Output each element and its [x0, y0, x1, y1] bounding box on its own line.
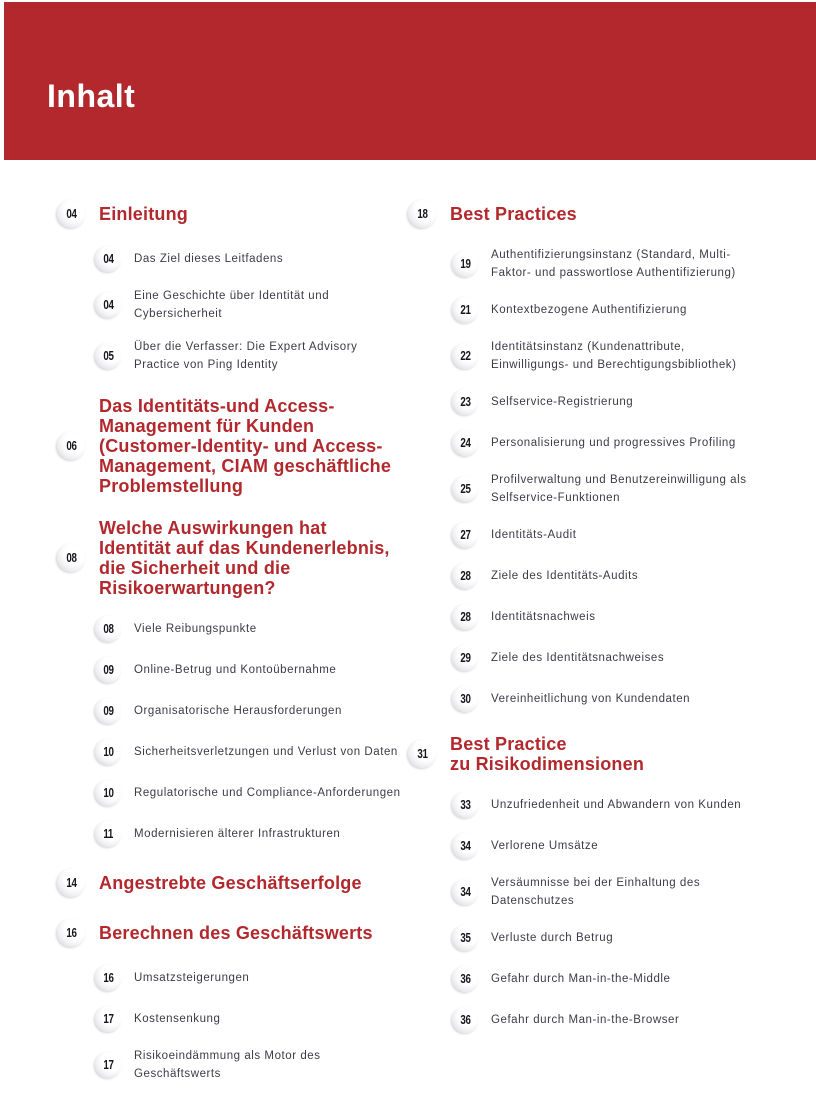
toc-sub-entry[interactable] [57, 338, 417, 374]
toc-sub-entry[interactable] [408, 389, 810, 415]
page-number-badge [452, 1007, 478, 1033]
toc-entry-label: Angestrebte Geschäftserfolge [99, 873, 362, 893]
toc-sub-entry[interactable] [408, 604, 810, 630]
toc-entry-label: Best Practice zu Risikodimensionen [450, 734, 645, 774]
page-number: 11 [103, 827, 113, 841]
toc-entry-label: Sicherheitsverletzungen und Verlust von Daten [134, 746, 398, 758]
page-number: 36 [459, 972, 471, 986]
page-number: 30 [459, 692, 471, 706]
page-number: 18 [416, 207, 428, 221]
page-number-badge [452, 966, 478, 992]
page-number-badge [95, 1006, 121, 1032]
toc-entry-label: Online-Betrug und Kontoübernahme [134, 664, 337, 676]
toc-sub-entry[interactable] [408, 563, 810, 589]
toc-entry-label: Personalisierung und progressives Profiling [491, 437, 736, 449]
page-number-badge [57, 432, 85, 460]
toc-entry-label: Welche Auswirkungen hat Identität auf das Kundenerlebnis, die Sicherheit und die Risikoerwartungen? [99, 518, 390, 598]
toc-sub-entry[interactable] [408, 522, 810, 548]
page-number-badge [95, 292, 121, 318]
page-number: 28 [459, 569, 471, 583]
page-number: 33 [459, 798, 471, 812]
page-number-badge [95, 739, 121, 765]
toc-entry-label: Modernisieren älterer Infrastrukturen [134, 828, 341, 840]
page-number: 31 [416, 747, 428, 761]
toc-sub-entry[interactable] [408, 246, 810, 282]
toc-sub-entry[interactable] [57, 246, 417, 272]
toc-entry-label: Gefahr durch Man-in-the-Middle [491, 973, 671, 985]
toc-entry-label: Best Practices [450, 204, 577, 224]
toc-section-entry[interactable] [57, 518, 417, 598]
page-number-badge [57, 200, 85, 228]
page-number: 05 [102, 349, 114, 363]
page-number-badge [95, 698, 121, 724]
page-number-badge [452, 389, 478, 415]
page-number-badge [57, 544, 85, 572]
toc-entry-label: Eine Geschichte über Identität und Cybersicherheit [134, 290, 330, 320]
toc-sub-entry[interactable] [408, 833, 810, 859]
page-number: 04 [102, 252, 114, 266]
page-number: 17 [102, 1058, 114, 1072]
toc-entry-label: Verlorene Umsätze [491, 840, 599, 852]
toc-entry-label: Das Ziel dieses Leitfadens [134, 253, 284, 265]
page-number-badge [95, 343, 121, 369]
page-number-badge [452, 563, 478, 589]
page-number-badge [408, 200, 436, 228]
page-number: 14 [65, 876, 77, 890]
toc-sub-entry[interactable] [408, 297, 810, 323]
toc-entry-label: Kontextbezogene Authentifizierung [491, 304, 687, 316]
page-number: 08 [65, 551, 77, 565]
page-number-badge [452, 297, 478, 323]
toc-entry-label: Umsatzsteigerungen [134, 972, 250, 984]
toc-sub-entry[interactable] [57, 616, 417, 642]
page-number: 16 [102, 971, 114, 985]
page-number-badge [57, 869, 85, 897]
page-number-badge [452, 645, 478, 671]
page-number: 25 [459, 482, 471, 496]
toc-sub-entry[interactable] [57, 1006, 417, 1032]
page-number-badge [452, 686, 478, 712]
toc-section-entry[interactable] [57, 396, 417, 496]
toc-entry-label: Einleitung [99, 204, 188, 224]
page-number: 09 [102, 704, 114, 718]
page-number: 28 [459, 610, 471, 624]
toc-sub-entry[interactable] [408, 966, 810, 992]
page-number-badge [408, 740, 436, 768]
toc-section-entry[interactable] [57, 869, 417, 897]
toc-sub-entry[interactable] [57, 698, 417, 724]
toc-sub-entry[interactable] [57, 657, 417, 683]
page-number-badge [452, 604, 478, 630]
toc-entry-label: Gefahr durch Man-in-the-Browser [491, 1014, 680, 1026]
toc-sub-entry[interactable] [57, 739, 417, 765]
page-number: 22 [459, 349, 471, 363]
page-number: 19 [459, 257, 471, 271]
toc-entry-label: Unzufriedenheit und Abwandern von Kunden [491, 799, 742, 811]
toc-entry-label: Profilverwaltung und Benutzereinwilligung als Selfservice-Funktionen [491, 474, 747, 504]
page-number-badge [95, 246, 121, 272]
toc-sub-entry[interactable] [408, 686, 810, 712]
toc-sub-entry[interactable] [408, 471, 810, 507]
toc-left-column [57, 178, 417, 1098]
toc-sub-entry[interactable] [408, 925, 810, 951]
toc-entry-label: Viele Reibungspunkte [134, 623, 257, 635]
page-number: 35 [459, 931, 471, 945]
toc-entry-label: Authentifizierungsinstanz (Standard, Multi- Faktor- und passwortlose Authentifizierung) [491, 249, 736, 279]
page-number-badge [95, 657, 121, 683]
page-number-badge [452, 476, 478, 502]
toc-right-column [408, 178, 810, 1048]
page-number: 04 [65, 207, 77, 221]
toc-entry-label: Berechnen des Geschäftswerts [99, 923, 373, 943]
page-number: 04 [102, 298, 114, 312]
toc-entry-label: Versäumnisse bei der Einhaltung des Datenschutzes [491, 877, 701, 907]
header-band [4, 2, 816, 160]
page-number: 36 [459, 1013, 471, 1027]
page-number-badge [95, 965, 121, 991]
toc-entry-label: Vereinheitlichung von Kundendaten [491, 693, 691, 705]
page-number-badge [95, 1052, 121, 1078]
toc-entry-label: Identitätsnachweis [491, 611, 596, 623]
page-number: 08 [102, 622, 114, 636]
page-number: 27 [459, 528, 471, 542]
page-number-badge [452, 343, 478, 369]
page-number: 16 [65, 926, 77, 940]
toc-entry-label: Identitäts-Audit [491, 529, 577, 541]
page-number: 23 [459, 395, 471, 409]
page-number-badge [95, 616, 121, 642]
toc-entry-label: Risikoeindämmung als Motor des Geschäftswerts [134, 1050, 321, 1080]
toc-section-entry[interactable] [408, 200, 810, 228]
toc-entry-label: Ziele des Identitätsnachweises [491, 652, 665, 664]
page-number-badge [452, 792, 478, 818]
toc-section-entry[interactable] [57, 919, 417, 947]
toc-entry-label: Über die Verfasser: Die Expert Advisory Practice von Ping Identity [134, 341, 358, 371]
page-number: 06 [65, 439, 77, 453]
page-number-badge [57, 919, 85, 947]
page-number: 34 [459, 839, 471, 853]
toc-entry-label: Selfservice-Registrierung [491, 396, 634, 408]
toc-sub-entry[interactable] [57, 780, 417, 806]
page-number-badge [452, 879, 478, 905]
toc-entry-label: Regulatorische und Compliance-Anforderungen [134, 787, 401, 799]
page-number: 29 [459, 651, 471, 665]
page-number-badge [452, 251, 478, 277]
page-number: 09 [102, 663, 114, 677]
toc-section-entry[interactable] [57, 200, 417, 228]
toc-entry-label: Kostensenkung [134, 1013, 221, 1025]
toc-sub-entry[interactable] [57, 1047, 417, 1083]
page-number-badge [452, 833, 478, 859]
page-number: 24 [459, 436, 471, 450]
toc-sub-entry[interactable] [408, 792, 810, 818]
toc-sub-entry[interactable] [57, 965, 417, 991]
page-number: 17 [102, 1012, 114, 1026]
page-number: 34 [459, 885, 471, 899]
page-number-badge [95, 821, 121, 847]
toc-entry-label: Organisatorische Herausforderungen [134, 705, 342, 717]
page-title: Inhalt [47, 78, 136, 114]
page-number: 10 [102, 786, 114, 800]
toc-sub-entry[interactable] [57, 821, 417, 847]
toc-sub-entry[interactable] [57, 287, 417, 323]
toc-sub-entry[interactable] [408, 430, 810, 456]
page-number: 21 [459, 303, 471, 317]
toc-entry-label: Verluste durch Betrug [491, 932, 614, 944]
toc-entry-label: Ziele des Identitäts-Audits [491, 570, 639, 582]
toc-sub-entry[interactable] [408, 338, 810, 374]
page-number-badge [452, 430, 478, 456]
page-number: 10 [102, 745, 114, 759]
toc-entry-label: Das Identitäts-und Access- Management für Kunden (Customer-Identity- und Access- Management, CIAM geschäftliche Problemstellung [99, 396, 392, 496]
toc-sub-entry[interactable] [408, 1007, 810, 1033]
toc-section-entry[interactable] [408, 734, 810, 774]
page-number-badge [95, 780, 121, 806]
page-number-badge [452, 522, 478, 548]
toc-sub-entry[interactable] [408, 645, 810, 671]
toc-entry-label: Identitätsinstanz (Kundenattribute, Einwilligungs- und Berechtigungsbibliothek) [491, 341, 737, 371]
toc-sub-entry[interactable] [408, 874, 810, 910]
page-number-badge [452, 925, 478, 951]
